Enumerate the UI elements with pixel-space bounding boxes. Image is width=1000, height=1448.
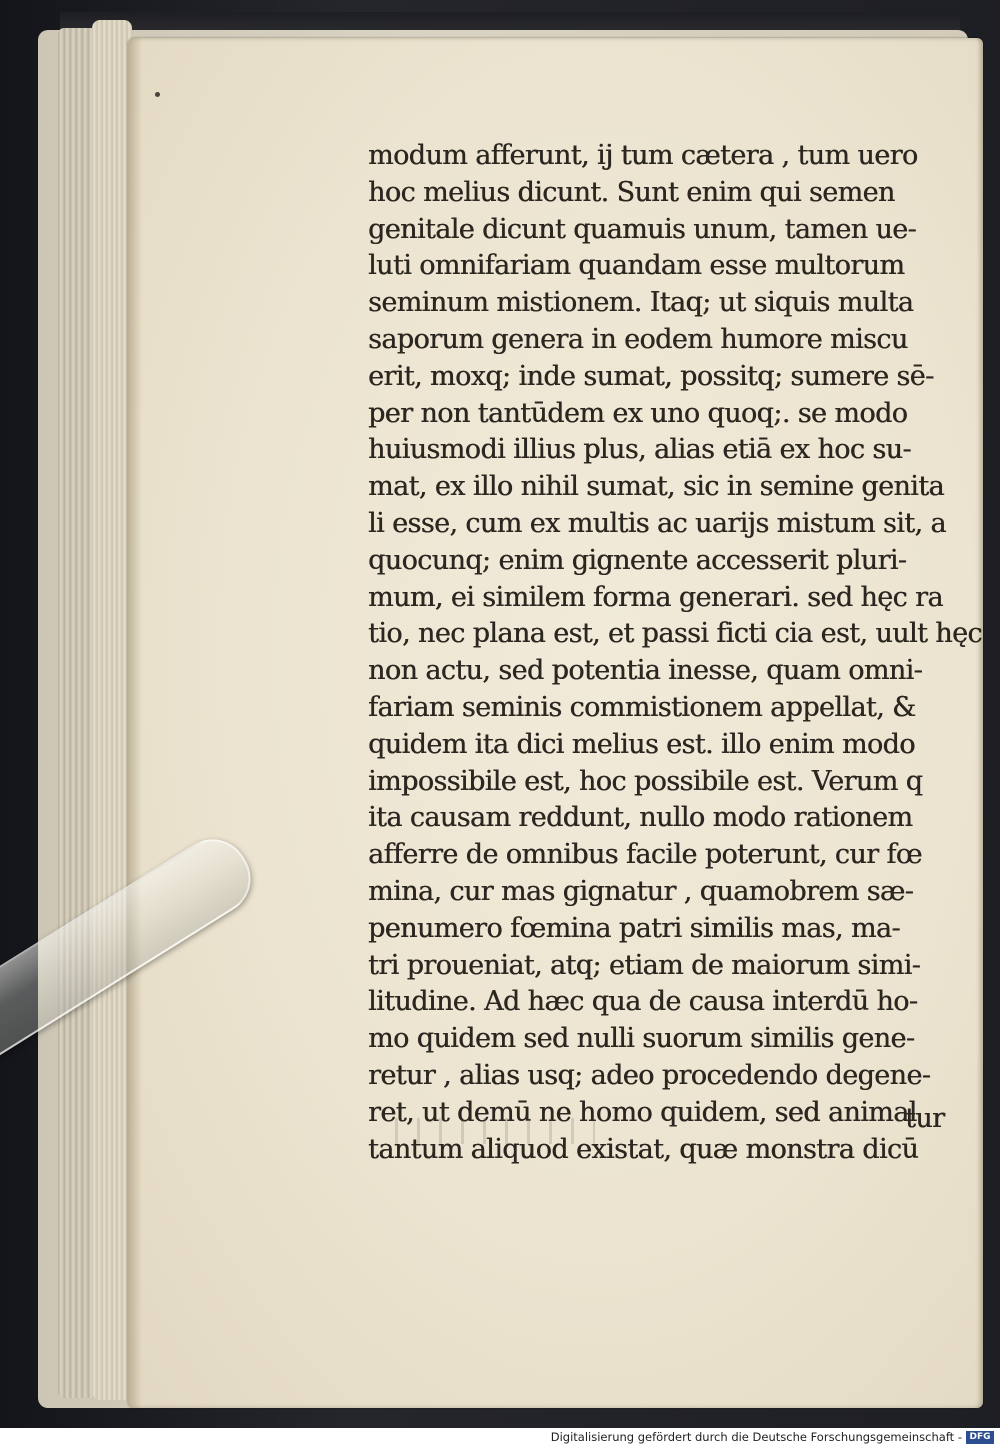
text-line: luti omnifariam quandam esse multorum xyxy=(368,250,905,282)
text-line: litudine. Ad hæc qua de causa interdū ho- xyxy=(368,986,918,1018)
text-line: fariam seminis commistionem appellat, & xyxy=(368,691,916,723)
page-edges-stack xyxy=(92,20,132,1400)
text-line: seminum mistionem. Itaq; ut siquis multa xyxy=(368,287,914,319)
text-line: genitale dicunt quamuis unum, tamen ue- xyxy=(368,213,917,245)
text-line: non actu, sed potentia inesse, quam omni- xyxy=(368,655,923,687)
text-line: erit, moxq; inde sumat, possitq; sumere sē- xyxy=(368,360,934,392)
text-line: tri proueniat, atq; etiam de maiorum simi- xyxy=(368,949,921,981)
dfg-logo-icon: DFG xyxy=(966,1431,994,1444)
text-line: ita causam reddunt, nullo modo rationem xyxy=(368,802,913,834)
page-text-block xyxy=(368,138,982,1168)
text-line: mat, ex illo nihil sumat, sic in semine genita xyxy=(368,471,944,503)
text-line: huiusmodi illius plus, alias etiā ex hoc su- xyxy=(368,434,911,466)
text-line: tio, nec plana est, et passi ficti cia est, uult hęc xyxy=(368,618,982,650)
text-line: hoc melius dicunt. Sunt enim qui semen xyxy=(368,176,895,208)
text-line: quidem ita dici melius est. illo enim modo xyxy=(368,728,915,760)
text-line: penumero fœmina patri similis mas, ma- xyxy=(368,912,900,944)
text-line: tantum aliquod existat, quæ monstra dicū xyxy=(368,1133,919,1165)
text-line: quocunq; enim gignente accesserit pluri- xyxy=(368,544,907,576)
text-line: modum afferunt, ij tum cætera , tum uero xyxy=(368,140,918,171)
text-line: saporum genera in eodem humore miscu xyxy=(368,323,908,355)
text-line: per non tantūdem ex uno quoq;. se modo xyxy=(368,397,908,429)
background-strip xyxy=(60,12,960,32)
text-line: ret, ut demū ne homo quidem, sed animal xyxy=(368,1096,917,1128)
text-line: mum, ei similem forma generari. sed hęc ra xyxy=(368,581,943,613)
show-through-text xyxy=(395,1118,595,1144)
text-line: mina, cur mas gignatur , quamobrem sæ- xyxy=(368,875,914,907)
page-gutter-shadow xyxy=(128,38,142,1408)
text-line: afferre de omnibus facile poterunt, cur fœ xyxy=(368,839,922,871)
text-line: impossibile est, hoc possibile est. Verum q xyxy=(368,765,923,797)
funding-note: Digitalisierung gefördert durch die Deutsche Forschungsgemeinschaft - xyxy=(550,1430,962,1444)
catchword: tur xyxy=(905,1103,945,1134)
text-line: mo quidem sed nulli suorum similis gene- xyxy=(368,1023,915,1055)
ink-spot xyxy=(155,92,160,97)
text-line: li esse, cum ex multis ac uarijs mistum sit, a xyxy=(368,507,946,539)
text-line: retur , alias usq; adeo procedendo degene- xyxy=(368,1059,931,1091)
